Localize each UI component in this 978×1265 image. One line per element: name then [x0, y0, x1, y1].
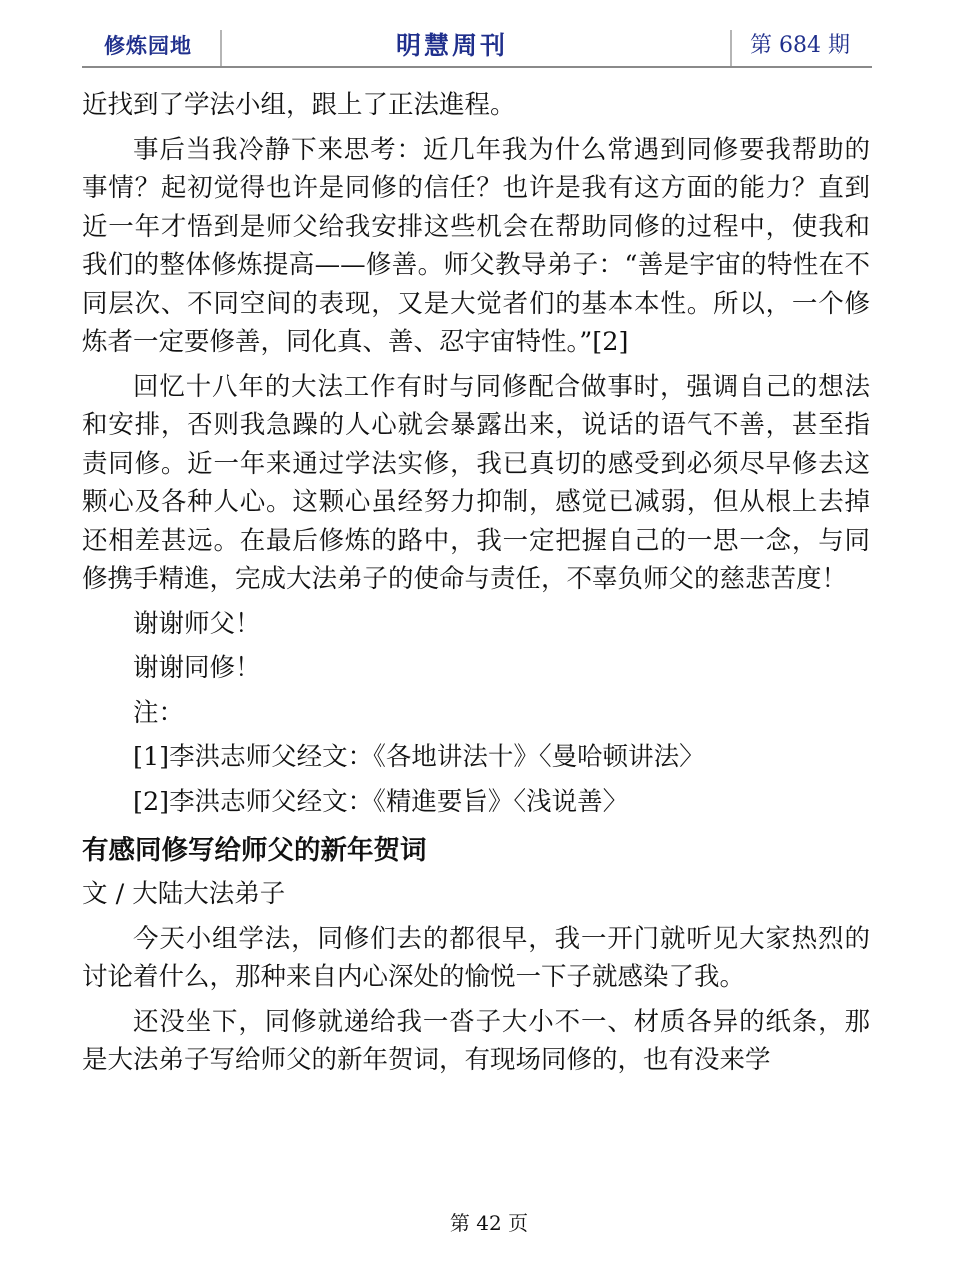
page-header: [82, 28, 872, 68]
header-rule: [82, 66, 872, 68]
article2-paragraph: 今天小组学法，同修们去的都很早，我一开门就听见大家热烈的讨论着什么，那种来自内心深处的愉悦一下子就感染了我。: [82, 923, 870, 992]
article1-paragraph: 回忆十八年的大法工作有时与同修配合做事时，强调自己的想法和安排，否则我急躁的人心就会暴露出来，说话的语气不善，甚至指责同修。近一年来通过学法实修，我已真切的感受到必须尽早修去这颗心及各种人心。这颗心虽经努力抑制，感觉已减弱，但从根上去掉还相差甚远。在最后修炼的路中，我一定把握自己的一思一念，与同修携手精進，完成大法弟子的使命与责任，不辜负师父的慈悲苦度！: [82, 371, 870, 594]
issue-number: 第 684 期: [750, 33, 850, 58]
thanks-line: 谢谢师父！: [133, 608, 261, 639]
publication-title: 明慧周刊: [396, 31, 509, 60]
article2-byline: 文 / 大陆大法弟子: [82, 879, 286, 909]
article1-paragraph-continued: 近找到了学法小组，跟上了正法進程。: [82, 90, 516, 120]
header-divider-right: [730, 30, 732, 66]
article2-paragraph: 还没坐下，同修就递给我一沓子大小不一、材质各异的纸条，那是大法弟子写给师父的新年贺词，有现场同修的，也有没来学: [82, 1006, 870, 1075]
page-content: [82, 86, 870, 1086]
page-number: 第 42 页: [449, 1211, 529, 1235]
note-item: [2]李洪志师父经文：《精進要旨》〈浅说善〉: [133, 786, 629, 817]
notes-label: 注：: [133, 697, 185, 728]
article2-title: 有感同修写给师父的新年贺词: [82, 835, 427, 866]
section-name: 修炼园地: [104, 33, 192, 58]
article1-paragraph: 事后当我冷静下来思考：近几年我为什么常遇到同修要我帮助的事情？起初觉得也许是同修的信任？也许是我有这方面的能力？直到近一年才悟到是师父给我安排这些机会在帮助同修的过程中，使我和我们的整体修炼提高——修善。师父教导弟子：“善是宇宙的特性在不同层次、不同空间的表现，又是大觉者们的基本本性。所以，一个修炼者一定要修善，同化真、善、忍宇宙特性。”[2]: [82, 134, 870, 357]
header-divider-left: [220, 30, 222, 66]
thanks-line: 谢谢同修！: [133, 653, 261, 683]
note-item: [1]李洪志师父经文：《各地讲法十》〈曼哈顿讲法〉: [133, 742, 705, 772]
